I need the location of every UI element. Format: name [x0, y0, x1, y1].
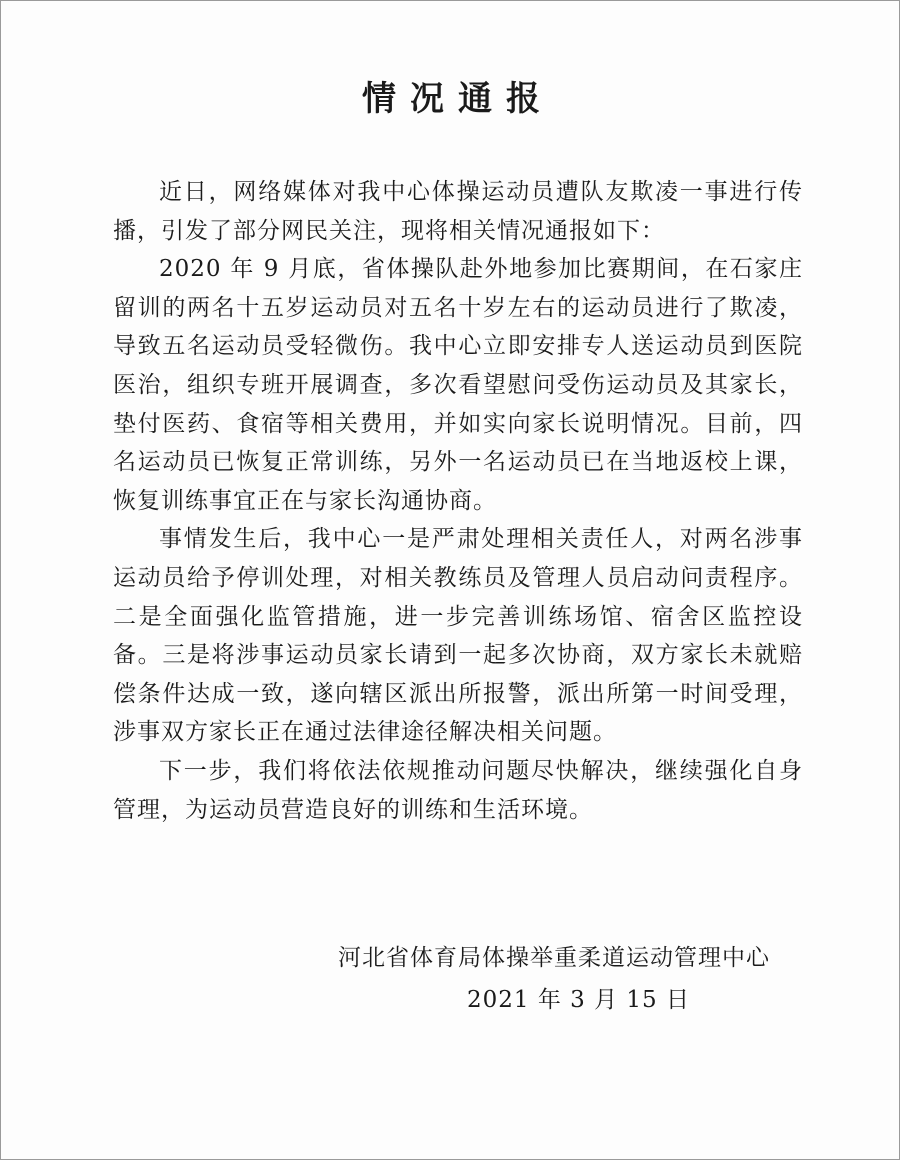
document-body — [113, 173, 803, 829]
paragraph-incident: 2020 年 9 月底，省体操队赴外地参加比赛期间，在石家庄留训的两名十五岁运动员对五名十岁左右的运动员进行了欺凌，导致五名运动员受轻微伤。我中心立即安排专人送运动员到医院医治，组织专班开展调查，多次看望慰问受伤运动员及其家长，垫付医药、食宿等相关费用，并如实向家长说明情况。目前，四名运动员已恢复正常训练，另外一名运动员已在当地返校上课，恢复训练事宜正在与家长沟通协商。 — [113, 256, 803, 514]
document-title: 情况通报 — [362, 79, 554, 119]
signature-date: 2021 年 3 月 15 日 — [467, 987, 690, 1013]
paragraph-next-steps: 下一步，我们将依法依规推动问题尽快解决，继续强化自身管理，为运动员营造良好的训练和生活环境。 — [113, 757, 803, 823]
signature-organization: 河北省体育局体操举重柔道运动管理中心 — [338, 945, 770, 971]
paragraph-measures: 事情发生后，我中心一是严肃处理相关责任人，对两名涉事运动员给予停训处理，对相关教练员及管理人员启动问责程序。二是全面强化监管措施，进一步完善训练场馆、宿舍区监控设备。三是将涉事运动员家长请到一起多次协商，双方家长未就赔偿条件达成一致，遂向辖区派出所报警，派出所第一时间受理，涉事双方家长正在通过法律途径解决相关问题。 — [113, 526, 803, 746]
paragraph-intro: 近日，网络媒体对我中心体操运动员遭队友欺凌一事进行传播，引发了部分网民关注，现将相关情况通报如下： — [113, 179, 803, 244]
